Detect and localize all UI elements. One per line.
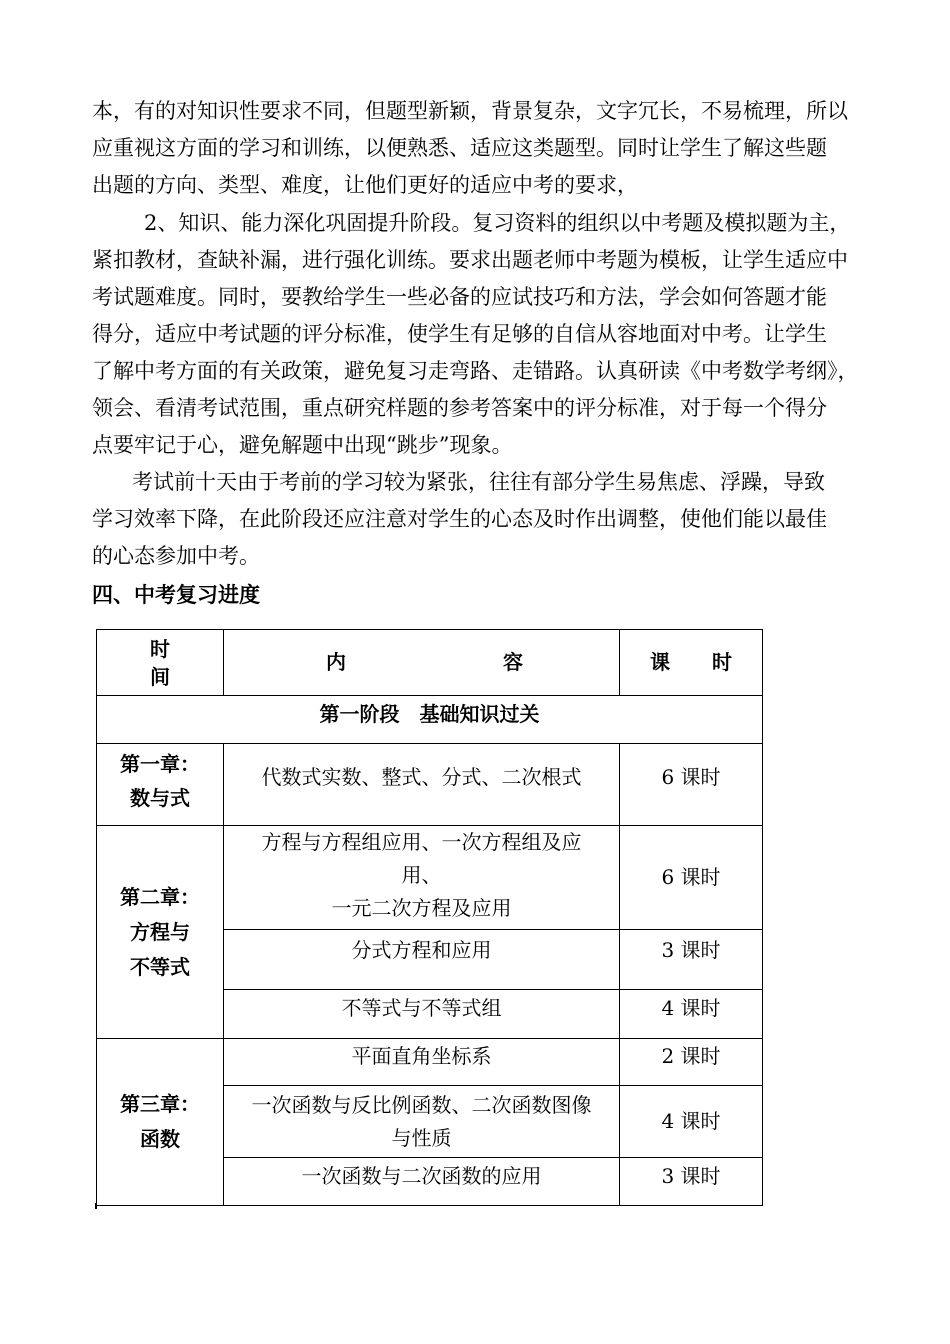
chapter-2-row-1-hours: 6 课时	[620, 826, 763, 930]
table-row	[97, 1039, 763, 1086]
chapter-2-row-3-content: 不等式与不等式组	[224, 990, 620, 1039]
chapter-1-title-line-2: 数与式	[130, 786, 190, 810]
table-row	[97, 744, 763, 826]
paragraph-2-line-5: 了解中考方面的有关政策，避免复习走弯路、走错路。认真研读《中考数学考纲》，	[92, 359, 859, 383]
chapter-3-row-2-content	[224, 1086, 620, 1158]
paragraph-2-line-4: 得分，适应中考试题的评分标准，使学生有足够的自信从容地面对中考。让学生	[92, 322, 827, 346]
review-schedule-table	[96, 629, 763, 1206]
chapter-2-row-2-content: 分式方程和应用	[224, 930, 620, 990]
chapter-3-row-2-content-line-2: 与性质	[391, 1125, 452, 1150]
paragraph-3-line-2: 学习效率下降，在此阶段还应注意对学生的心态及时作出调整，使他们能以最佳	[92, 507, 827, 531]
chapter-3-title-line-1: 第三章：	[120, 1092, 200, 1116]
chapter-2-title-line-1: 第二章：	[120, 884, 200, 909]
paragraph-1-line-3: 出题的方向、类型、难度，让他们更好的适应中考的要求，	[92, 173, 638, 197]
chapter-2-row-1-content-line-3: 一元二次方程及应用	[331, 896, 512, 920]
chapter-3-row-3-hours: 3 课时	[620, 1158, 763, 1206]
table-row	[97, 826, 763, 930]
header-time-line-2: 间	[150, 664, 170, 689]
chapter-3-title	[97, 1039, 224, 1206]
chapter-3-row-1-content: 平面直角坐标系	[224, 1039, 620, 1086]
chapter-2-title-line-2: 方程与	[130, 919, 190, 944]
chapter-2-row-1-content-line-2: 用、	[401, 863, 442, 887]
chapter-3-row-2-hours: 4 课时	[620, 1086, 763, 1158]
paragraph-2-line-1: 2、知识、能力深化巩固提升阶段。复习资料的组织以中考题及模拟题为主，	[144, 211, 851, 235]
chapter-3-row-3-content: 一次函数与二次函数的应用	[224, 1158, 620, 1206]
chapter-1-content: 代数式实数、整式、分式、二次根式	[224, 744, 620, 826]
header-hours-char-2: 时	[712, 650, 732, 674]
paragraph-3	[92, 464, 867, 575]
chapter-2-title	[97, 826, 224, 1039]
paragraph-1-line-1: 本，有的对知识性要求不同，但题型新颖，背景复杂，文字冗长，不易梳理，所以	[92, 99, 848, 123]
chapter-2-row-1-content	[224, 826, 620, 930]
chapter-2-row-1-content-line-1: 方程与方程组应用、一次方程组及应	[261, 830, 582, 854]
header-time-cell	[97, 630, 224, 696]
paragraph-3-line-1: 考试前十天由于考前的学习较为紧张，往往有部分学生易焦虑、浮躁，导致	[132, 470, 825, 494]
header-time-line-1: 时	[150, 636, 170, 661]
section-heading: 四、中考复习进度	[92, 582, 260, 607]
paragraph-2-line-2: 紧扣教材，查缺补漏，进行强化训练。要求出题老师中考题为模板，让学生适应中	[92, 248, 848, 272]
chapter-3-title-line-2: 函数	[140, 1127, 180, 1151]
paragraph-2	[92, 205, 867, 464]
paragraph-2-line-6: 领会、看清考试范围，重点研究样题的参考答案中的评分标准，对于每一个得分	[92, 396, 827, 420]
header-hours-char-1: 课	[650, 650, 670, 674]
header-hours-cell	[620, 630, 763, 696]
chapter-1-hours: 6 课时	[620, 744, 763, 826]
chapter-3-row-1-hours: 2 课时	[620, 1039, 763, 1086]
chapter-2-row-3-hours: 4 课时	[620, 990, 763, 1039]
header-content-cell	[224, 630, 620, 696]
paragraph-1	[92, 93, 867, 204]
stage-1-title: 第一阶段 基础知识过关	[97, 696, 763, 744]
paragraph-2-line-3: 考试题难度。同时，要教给学生一些必备的应试技巧和方法，学会如何答题才能	[92, 285, 827, 309]
chapter-2-title-line-3: 不等式	[130, 954, 190, 979]
header-content-char-2: 容	[503, 650, 523, 674]
stage-row	[97, 696, 763, 744]
chapter-3-row-2-content-line-1: 一次函数与反比例函数、二次函数图像	[251, 1092, 592, 1117]
chapter-1-title	[97, 744, 224, 826]
header-content-char-1: 内	[326, 650, 346, 674]
chapter-1-title-line-1: 第一章：	[120, 752, 200, 776]
chapter-2-row-2-hours: 3 课时	[620, 930, 763, 990]
table-continuation-border	[95, 1203, 97, 1209]
table-header-row	[97, 630, 763, 696]
paragraph-1-line-2: 应重视这方面的学习和训练，以便熟悉、适应这类题型。同时让学生了解这些题	[92, 136, 827, 160]
paragraph-2-line-7: 点要牢记于心，避免解题中出现“跳步”现象。	[92, 433, 513, 457]
paragraph-3-line-3: 的心态参加中考。	[92, 544, 260, 568]
